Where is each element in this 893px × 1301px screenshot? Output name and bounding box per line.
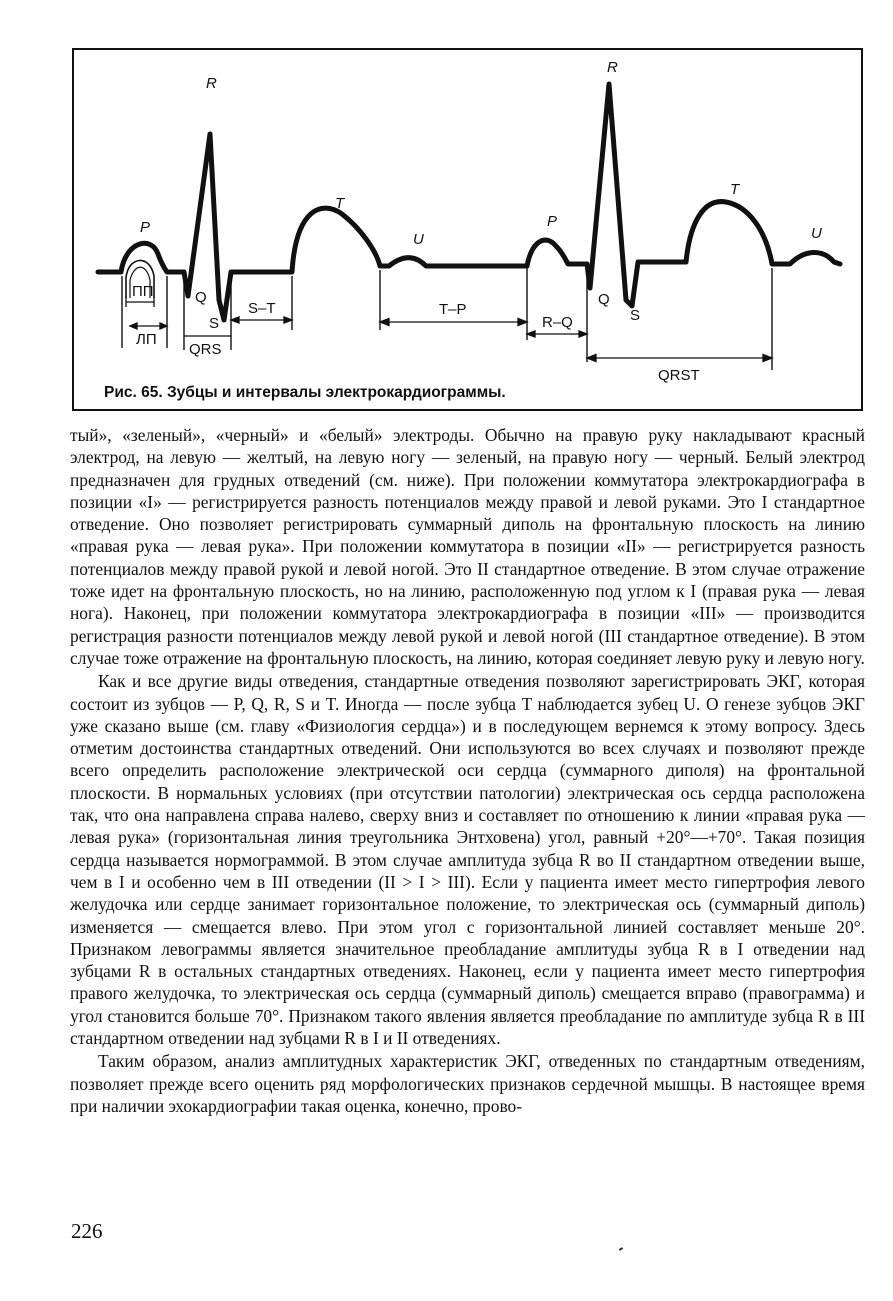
label-lp: ЛП bbox=[136, 331, 157, 348]
label-r1: R bbox=[206, 75, 217, 92]
rq-interval bbox=[527, 331, 587, 337]
label-qrst: QRST bbox=[658, 367, 700, 384]
label-rq: R–Q bbox=[542, 314, 573, 331]
st-interval bbox=[231, 317, 292, 323]
label-qrs: QRS bbox=[189, 341, 222, 358]
label-pp: ПП bbox=[132, 283, 154, 300]
label-t1: T bbox=[335, 195, 345, 212]
label-s1: S bbox=[209, 315, 220, 332]
ecg-trace bbox=[98, 84, 840, 320]
page-number: 226 bbox=[71, 1219, 103, 1243]
label-u2: U bbox=[811, 225, 822, 242]
figure-caption: Рис. 65. Зубцы и интервалы электрокардиограммы. bbox=[104, 384, 506, 401]
paragraph-2: Как и все другие виды отведения, стандартные отведения позволяют зарегистрировать ЭКГ, которая состоит из зубцов — P, Q, R, S и T. Иногда — после зубца T наблюдается зубец U. О генезе зубцов ЭКГ уже сказано выше (см. главу «Физиология сердца») и в последующем вернемся к этому вопросу. Здесь отметим достоинства стандартных отведений. Они используются во всех случаях и позволяют прежде всего определить расположение электрической оси сердца (суммарного диполя) на фронтальной плоскости. В нормальных условиях (при отсутствии патологии) электрическая ось сердца расположена так, что она направлена справа налево, сверху вниз и составляет по отношению к линии «правая рука — левая рука» (горизонтальная линия треугольника Энтховена) угол, равный +20°—+70°. Такая позиция сердца называется нормограммой. В этом случае амплитуда зубца R во II стандартном отведении выше, чем в I и особенно чем в III отведении (II > I > III). Если у пациента имеет место гипертрофия левого желудочка или сердце занимает горизонтальное положение, то электрическая ось (суммарный диполь) изменяется — смещается влево. При этом угол с горизонтальной линией составляет меньше 20°. Признаком левограммы является значительное преобладание амплитуды зубца R в I отведении над зубцами R в остальных стандартных отведениях. Наконец, если у пациента имеет место гипертрофия правого желудочка, то электрическая ось сердца (суммарный диполь) смещается вправо (правограмма) и угол становится больше 70°. Признаком такого явления является преобладание по амплитуде зубца R в III стандартном отведении над зубцами R в I и II отведениях. bbox=[70, 671, 865, 1049]
qrst-interval bbox=[587, 355, 772, 362]
label-st: S–T bbox=[248, 300, 276, 317]
label-q1: Q bbox=[195, 289, 207, 306]
scan-speck bbox=[619, 1247, 623, 1251]
label-r2: R bbox=[607, 59, 618, 76]
label-p1: P bbox=[140, 219, 151, 236]
paragraph-1: тый», «зеленый», «черный» и «белый» электроды. Обычно на правую руку накладывают красный электрод, на левую — желтый, на левую ногу — зеленый, на правую ногу — черный. Белый электрод предназначен для грудных отведений (см. ниже). При положении коммутатора электрокардиографа в позиции «I» — регистрируется разность потенциалов между правой и левой руками. Это I стандартное отведение. Оно позволяет регистрировать суммарный диполь на фронтальную плоскость на линию «правая рука — левая рука». При положении коммутатора в позиции «II» — регистрируется разность потенциалов между правой рукой и левой ногой. Это II стандартное отведение. В этом случае отражение тоже идет на фронтальную плоскость, но на линию, расположенную под углом к I (правая рука — левая нога). Наконец, при положении коммутатора электрокардиографа в позиции «III» — производится регистрация разности потенциалов между левой рукой и левой ногой (III стандартное отведение). В этом случае тоже отражение на фронтальную плоскость, на линию, которая соединяет левую руку и левую ногу. bbox=[70, 425, 865, 668]
label-t2: T bbox=[730, 181, 740, 198]
paragraph-3: Таким образом, анализ амплитудных характеристик ЭКГ, отведенных по стандартным отведениям, позволяет прежде всего оценить ряд морфологических признаков сердечной мышцы. В настоящее время при наличии эхокардиографии такая оценка, конечно, прово- bbox=[70, 1051, 865, 1116]
label-s2: S bbox=[630, 307, 641, 324]
body-text bbox=[70, 424, 865, 1117]
label-p2: P bbox=[547, 213, 558, 230]
label-u1: U bbox=[413, 231, 424, 248]
ecg-figure bbox=[72, 48, 863, 411]
label-tp: T–P bbox=[439, 301, 467, 318]
label-q2: Q bbox=[598, 291, 610, 308]
lp-interval bbox=[130, 323, 167, 329]
tp-interval bbox=[380, 319, 527, 326]
ecg-diagram bbox=[74, 50, 861, 409]
